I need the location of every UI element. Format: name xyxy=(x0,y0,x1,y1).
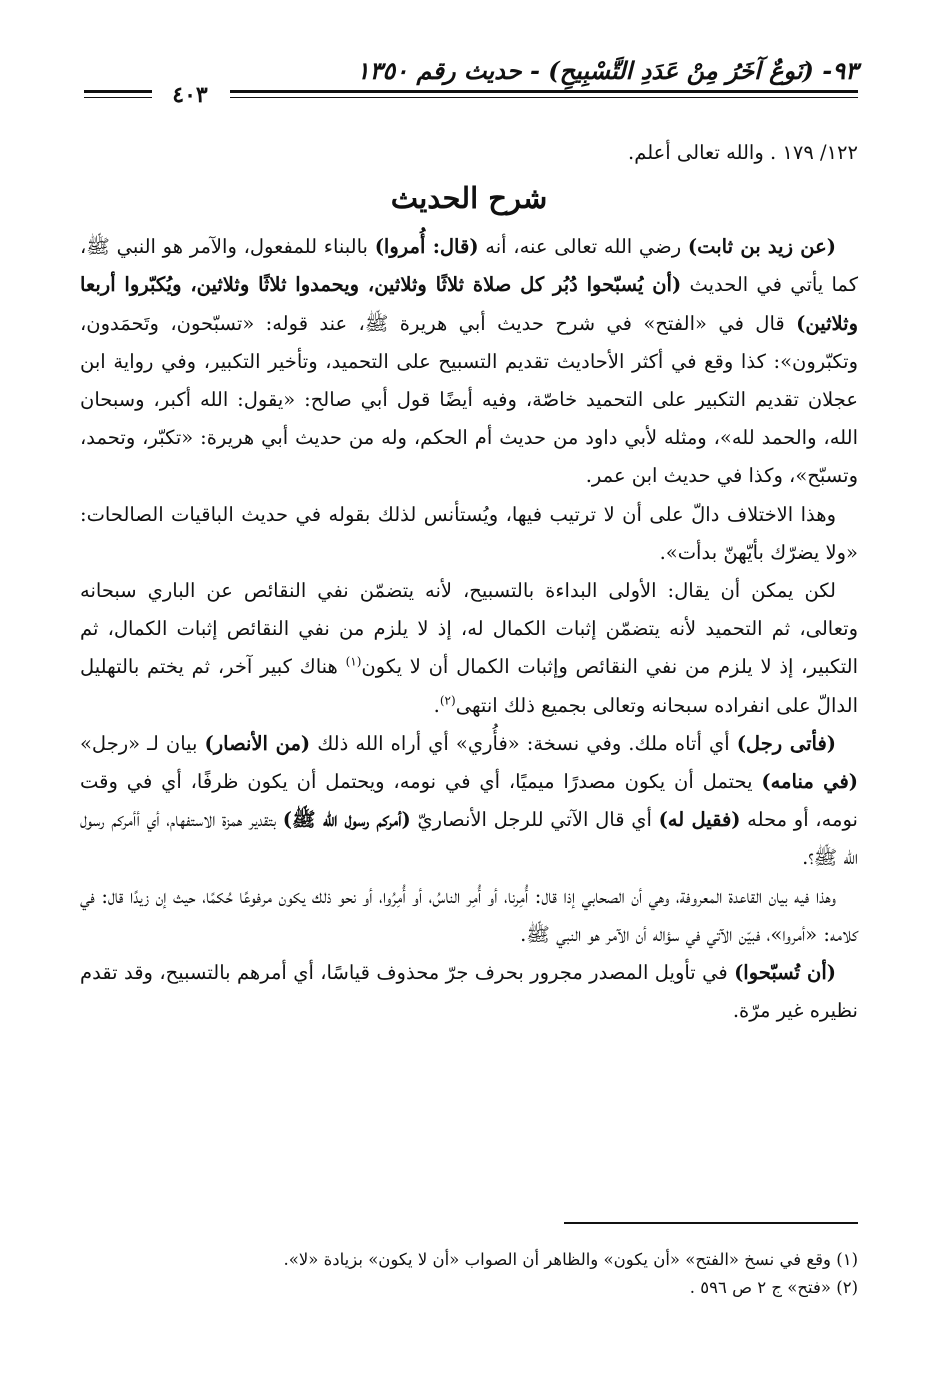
footnote-ref: (٢) xyxy=(439,693,456,708)
text-run: لكن يمكن أن يقال: الأولى البداءة بالتسبيح، لأنه يتضمّن نفي النقائص عن الباري سبحانه وتعالى، ثم التحميد لأنه يتضمّن إثبات الكمال له، إذ لا يلزم من نفي النقائص إثبات الكمال، ثم التكبير، إذ لا يلزم من نفي النقائص وإثبات الكمال أن لا يكون xyxy=(80,579,859,679)
paragraph xyxy=(80,725,858,878)
text-run: وهذا فيه بيان القاعدة المعروفة، وهي أن الصحابي إذا قال: أُمِرنا، أو أُمِر الناسُ، أو أُمِرُوا، أو نحو ذلك يكون مرفوعًا حُكمًا، حيث إن زيدًا قال: في كلامه: «أمروا»، فبيّن الآتي في سؤاله أن الآمر هو النبي ﷺ. xyxy=(80,884,858,946)
text-run: أي أتاه ملك. وفي نسخة: «فأُري» أي أراه الله ذلك xyxy=(310,731,737,755)
text-run: هناك كبير آخر، ثم يختم بالتهليل الدالّ على انفراده سبحانه وتعالى بجميع ذلك انتهى xyxy=(80,655,858,717)
paragraph xyxy=(80,572,858,725)
text-run: في تأويل المصدر مجرور بحرف جرّ محذوف قياسًا، أي أمرهم بالتسبيح، وقد تقدم نظيره غير مرّة. xyxy=(80,961,858,1023)
paragraph xyxy=(80,496,858,572)
paragraph xyxy=(80,954,858,1030)
paragraph xyxy=(80,228,858,495)
text-run: قال في «الفتح» في شرح حديث أبي هريرة ﷺ، عند قوله: «تسبّحون، وتَحمَدون، وتكبّرون»: كذا وقع في أكثر الأحاديث تقديم التسبيح على التحميد، وتأخير التكبير، وفي رواية ابن عجلان تقديم التكبير على التحميد خاصّة، وفيه أيضًا قول أبي صالح: «يقول: الله أكبر، وسبحان الله، والحمد لله»، ومثله لأبي داود من حديث أم الحكم، وله من حديث أبي هريرة: «تكبّر، وتحمد، وتسبّح»، وكذا في حديث ابن عمر. xyxy=(80,311,858,488)
page-number-rule-thick xyxy=(84,90,152,93)
footnote-ref: (١) xyxy=(345,654,362,669)
page-number-rule-thin xyxy=(84,97,152,98)
bold-phrase: (أن تُسبّحوا) xyxy=(734,961,837,985)
page-number: ٤٠٣ xyxy=(172,82,208,108)
footnotes xyxy=(80,1246,858,1302)
text-run: وهذا الاختلاف دالّ على أن لا ترتيب فيها، ويُستأنس لذلك بقوله في حديث الباقيات الصالحات: «ولا يضرّك بأيّهنّ بدأت». xyxy=(80,502,858,564)
header-rule-thin xyxy=(230,97,858,98)
section-heading: شرح الحديث xyxy=(390,181,548,216)
bold-phrase: (أن يُسبّحوا دُبُر كل صلاة ثلاثًا وثلاثين، ويحمدوا ثلاثًا وثلاثين، ويُكبّروا أربعا وثلاثين) xyxy=(80,273,858,335)
bold-phrase: (عن زيد بن ثابت) xyxy=(687,235,837,259)
header-rule-thick xyxy=(230,90,858,93)
bold-phrase: (قال: أُمروا) xyxy=(374,235,479,259)
footnote: (٢) «فتح» ج ٢ ص ٥٩٦ . xyxy=(689,1278,858,1297)
bold-phrase: (أمركم رسول الله ﷺ) xyxy=(282,808,411,832)
text-run: أي قال الآتي للرجل الأنصاريّ xyxy=(410,808,659,832)
text-run: رضي الله تعالى عنه، أنه xyxy=(478,235,688,259)
bold-phrase: (في منامه) xyxy=(761,770,858,794)
footnote-separator xyxy=(564,1222,858,1224)
bold-phrase: (فأتى رجل) xyxy=(736,731,836,755)
main-text xyxy=(80,134,858,1030)
footnote: (١) وقع في نسخ «الفتح» «أن يكون» والظاهر أن الصواب «أن لا يكون» بزيادة «لا». xyxy=(283,1250,858,1269)
paragraph xyxy=(80,878,858,954)
text-run: بتقدير همزة الاستفهام، أي أأمركم رسول الله ﷺ؟. xyxy=(80,808,858,870)
text-run: بالبناء للمفعول، والآمر هو النبي ﷺ، كما يأتي في الحديث xyxy=(80,235,858,297)
bold-phrase: (من الأنصار) xyxy=(204,731,311,755)
bold-phrase: (فقيل له) xyxy=(658,808,741,832)
continuation-line: ١٢٢/ ١٧٩ . والله تعالى أعلم. xyxy=(628,141,858,164)
text-run: . xyxy=(433,693,440,717)
chapter-title: ٩٣- (نَوعٌ آخَرُ مِنْ عَدَدِ التَّسْبِيحِ) - حديث رقم ١٣٥٠ xyxy=(356,56,858,85)
text-run: بيان لـ «رجل» xyxy=(80,731,205,755)
running-header xyxy=(84,56,858,112)
text-run: يحتمل أن يكون مصدرًا ميميًا، أي في نومه، ويحتمل أن يكون ظرفًا، أي في وقت نومه، أو محله xyxy=(80,770,858,832)
